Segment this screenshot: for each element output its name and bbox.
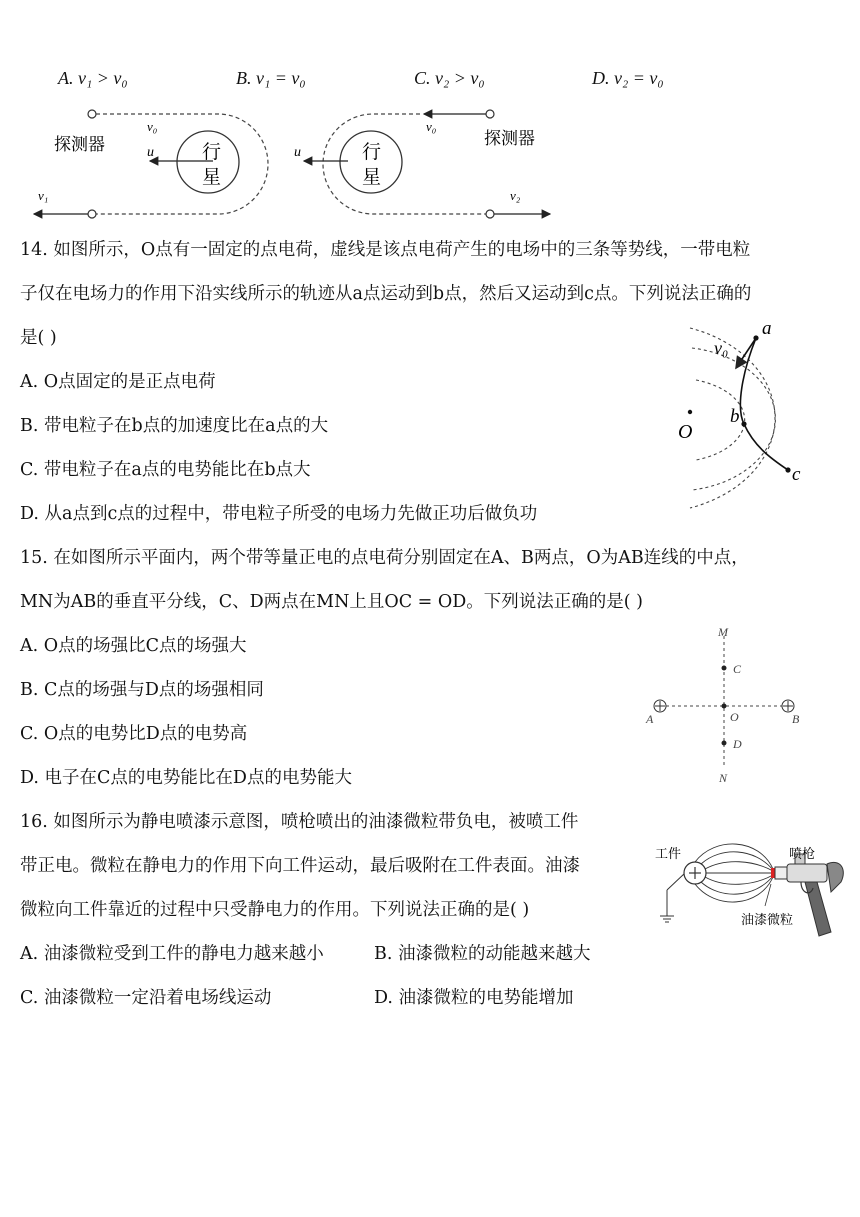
- q16-option-d: D. 油漆微粒的电势能增加: [374, 988, 574, 1008]
- q14-label-o: O: [678, 421, 693, 443]
- q14-figure: [670, 318, 820, 518]
- q13-planet-top-right: 行: [362, 142, 382, 163]
- q13-probe-right-label: 探测器: [484, 129, 535, 148]
- q13-option-a: A. v₁ > v₀: [58, 68, 128, 88]
- q13-u-left-label: u: [147, 145, 154, 160]
- q14-label-a: a: [762, 318, 772, 339]
- q15-option-b: B. C点的场强与D点的场强相同: [20, 680, 264, 700]
- q13-v0-right-label: v₀: [426, 119, 437, 134]
- q13-left-panel: [34, 110, 268, 218]
- q15-stem-line-2: MN为AB的垂直平分线，C、D两点在MN上且OC = OD。下列说法正确的是( ): [20, 592, 643, 612]
- q15-figure: [640, 622, 810, 787]
- q16-stem-line-2: 带正电。微粒在静电力的作用下向工件运动，最后吸附在工件表面。油漆: [20, 856, 580, 876]
- q16-stem-line-3: 微粒向工件靠近的过程中只受静电力的作用。下列说法正确的是( ): [20, 900, 530, 920]
- q15-label-b: B: [792, 712, 800, 726]
- q16-label-gun: 喷枪: [789, 846, 816, 861]
- q15-label-a: A: [646, 712, 654, 726]
- q14-label-b: b: [730, 406, 740, 427]
- q14-stem-line-1: 14. 如图所示，O点有一固定的点电荷，虚线是该点电荷产生的电场中的三条等势线，一带电粒: [20, 240, 751, 260]
- q13-option-d: D. v₂ = v₀: [592, 68, 664, 88]
- q15-label-o: O: [730, 710, 739, 724]
- q13-figure: [28, 100, 568, 225]
- q14-option-c: C. 带电粒子在a点的电势能比在b点大: [20, 460, 311, 480]
- q13-planet-bottom-right: 星: [362, 167, 382, 188]
- q13-option-c: C. v₂ > v₀: [414, 68, 485, 88]
- q16-figure: [655, 840, 855, 945]
- q15-option-a: A. O点的场强比C点的场强大: [20, 636, 247, 656]
- q15-label-c: C: [733, 662, 742, 676]
- q13-probe-left-label: 探测器: [54, 135, 105, 154]
- q16-label-particles: 油漆微粒: [741, 912, 794, 927]
- q13-planet-top-left: 行: [202, 142, 222, 163]
- q15-stem-line-1: 15. 在如图所示平面内，两个带等量正电的点电荷分别固定在A、B两点，O为AB连线的中点，: [20, 548, 749, 568]
- q14-stem-line-2: 子仅在电场力的作用下沿实线所示的轨迹从a点运动到b点，然后又运动到c点。下列说法正确的: [20, 284, 752, 304]
- q14-option-a: A. O点固定的是正点电荷: [20, 372, 216, 392]
- q15-label-n: N: [719, 771, 728, 785]
- q13-u-right-label: u: [294, 145, 301, 160]
- q14-label-v0: v₀: [714, 338, 729, 358]
- q13-v0-left-label: v₀: [147, 119, 158, 134]
- q15-option-d: D. 电子在C点的电势能比在D点的电势能大: [20, 768, 352, 788]
- q15-option-c: C. O点的电势比D点的电势高: [20, 724, 248, 744]
- q13-option-b: B. v₁ = v₀: [236, 68, 306, 88]
- q16-option-c: C. 油漆微粒一定沿着电场线运动: [20, 988, 272, 1008]
- q16-option-b: B. 油漆微粒的动能越来越大: [374, 944, 591, 964]
- q13-v2-label: v₂: [510, 188, 521, 203]
- q16-stem-line-1: 16. 如图所示为静电喷漆示意图，喷枪喷出的油漆微粒带负电，被喷工件: [20, 812, 579, 832]
- q14-stem-line-3: 是( ): [20, 328, 57, 348]
- q15-label-m: M: [718, 625, 728, 639]
- q13-right-panel: [294, 110, 550, 218]
- q14-option-b: B. 带电粒子在b点的加速度比在a点的大: [20, 416, 329, 436]
- q16-option-a: A. 油漆微粒受到工件的静电力越来越小: [20, 944, 324, 964]
- q13-v1-label: v₁: [38, 188, 49, 203]
- q16-label-workpiece: 工件: [655, 846, 682, 861]
- q14-option-d: D. 从a点到c点的过程中，带电粒子所受的电场力先做正功后做负功: [20, 504, 538, 524]
- q15-label-d: D: [733, 737, 742, 751]
- q13-planet-bottom-left: 星: [202, 167, 222, 188]
- q14-label-c: c: [792, 464, 801, 485]
